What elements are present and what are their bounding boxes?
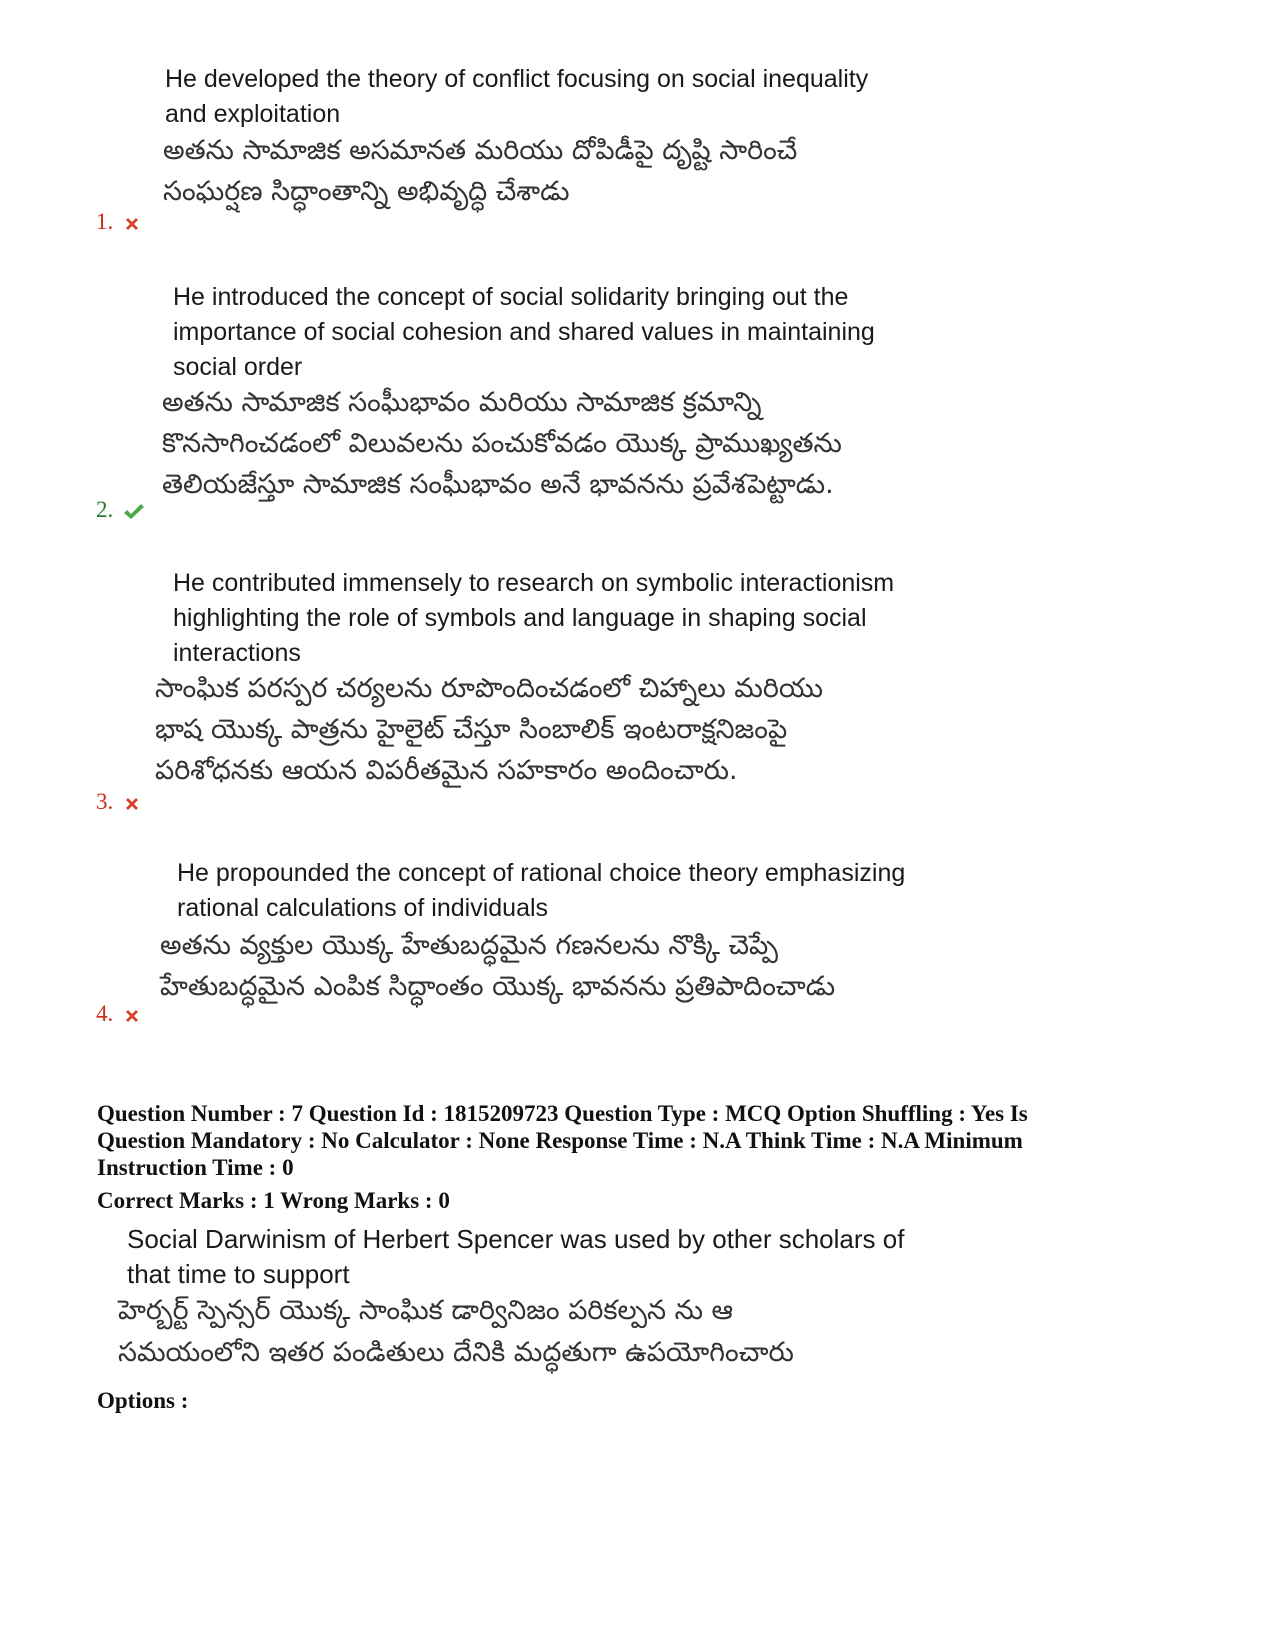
option-4-telugu: [160, 925, 835, 1007]
option-4-english-line-2: rational calculations of individuals: [177, 894, 549, 922]
option-1-english: [165, 62, 868, 132]
option-1-telugu-line-1: అతను సామాజిక అసమానత మరియు దోపిడీపై దృష్టి సారించే: [163, 135, 798, 166]
question-english-line-1: Social Darwinism of Herbert Spencer was used by other scholars of: [127, 1224, 905, 1254]
option-3-number: [96, 789, 141, 815]
option-1-number: [96, 209, 141, 235]
option-2-telugu-line-1: అతను సామాజిక సంఘీభావం మరియు సామాజిక క్రమాన్ని: [162, 387, 762, 418]
question-english-line-2: that time to support: [127, 1259, 350, 1289]
question-metadata: [97, 1100, 1197, 1181]
option-3-telugu: [155, 668, 823, 791]
option-3-english-line-2: highlighting the role of symbols and language in shaping social: [173, 604, 867, 632]
option-2-telugu-line-2: కొనసాగించడంలో విలువలను పంచుకోవడం యొక్క ప్రాముఖ్యతను: [162, 428, 842, 459]
option-2-english-line-3: social order: [173, 353, 303, 381]
question-telugu: [118, 1290, 794, 1374]
question-english: [127, 1222, 904, 1292]
option-2-number-label: 2.: [96, 497, 114, 522]
options-label: [97, 1387, 1197, 1414]
option-1-telugu: [163, 130, 797, 212]
option-1-english-line-2: and exploitation: [165, 100, 341, 128]
option-2-english-line-1: He introduced the concept of social solidarity bringing out the: [173, 283, 849, 311]
cross-icon: [123, 1007, 141, 1025]
option-3-english-line-3: interactions: [173, 639, 301, 667]
option-4-number: [96, 1001, 141, 1027]
option-3-english-line-1: He contributed immensely to research on symbolic interactionism: [173, 569, 895, 597]
option-2-number: [96, 497, 145, 523]
option-2-english: [173, 280, 875, 385]
check-icon: [123, 503, 145, 521]
cross-icon: [123, 215, 141, 233]
question-marks-text: Correct Marks : 1 Wrong Marks : 0: [97, 1188, 450, 1213]
question-telugu-line-1: హెర్బర్ట్ స్పెన్సర్ యొక్క సాంఘిక డార్వినిజం పరికల్పన ను ఆ: [118, 1295, 734, 1326]
options-label-text: Options :: [97, 1388, 189, 1413]
question-meta-line-1: Question Number : 7 Question Id : 1815209723 Question Type : MCQ Option Shuffling : Yes Is: [97, 1101, 1028, 1126]
option-2-telugu-line-3: తెలియజేస్తూ సామాజిక సంఘీభావం అనే భావనను ప్రవేశపెట్టాడు.: [162, 469, 834, 500]
option-2-telugu: [162, 382, 842, 505]
option-1-number-label: 1.: [96, 209, 114, 234]
option-4-telugu-line-2: హేతుబద్ధమైన ఎంపిక సిద్ధాంతం యొక్క భావనను ప్రతిపాదించాడు: [160, 971, 836, 1002]
option-3-telugu-line-2: భాష యొక్క పాత్రను హైలైట్ చేస్తూ సింబాలిక్ ఇంటరాక్షనిజంపై: [155, 714, 788, 745]
question-marks: [97, 1187, 1197, 1214]
option-3-telugu-line-3: పరిశోధనకు ఆయన విపరీతమైన సహకారం అందించారు.: [155, 755, 738, 786]
option-4-english-line-1: He propounded the concept of rational choice theory emphasizing: [177, 859, 906, 887]
question-meta-line-2: Question Mandatory : No Calculator : None Response Time : N.A Think Time : N.A Minimum: [97, 1128, 1023, 1153]
option-3-english: [173, 566, 894, 671]
option-1-english-line-1: He developed the theory of conflict focusing on social inequality: [165, 65, 869, 93]
question-telugu-line-2: సమయంలోని ఇతర పండితులు దేనికి మద్ధతుగా ఉపయోగించారు: [118, 1337, 794, 1368]
option-2-english-line-2: importance of social cohesion and shared values in maintaining: [173, 318, 875, 346]
option-4-telugu-line-1: అతను వ్యక్తుల యొక్క హేతుబద్ధమైన గణనలను నొక్కి చెప్పే: [160, 930, 778, 961]
option-1-telugu-line-2: సంఘర్షణ సిద్ధాంతాన్ని అభివృద్ధి చేశాడు: [163, 176, 570, 207]
option-3-number-label: 3.: [96, 789, 114, 814]
cross-icon: [123, 795, 141, 813]
option-3-telugu-line-1: సాంఘిక పరస్పర చర్యలను రూపొందించడంలో చిహ్నాలు మరియు: [155, 673, 823, 704]
question-meta-line-3: Instruction Time : 0: [97, 1155, 294, 1180]
option-4-english: [177, 856, 905, 926]
option-4-number-label: 4.: [96, 1001, 114, 1026]
